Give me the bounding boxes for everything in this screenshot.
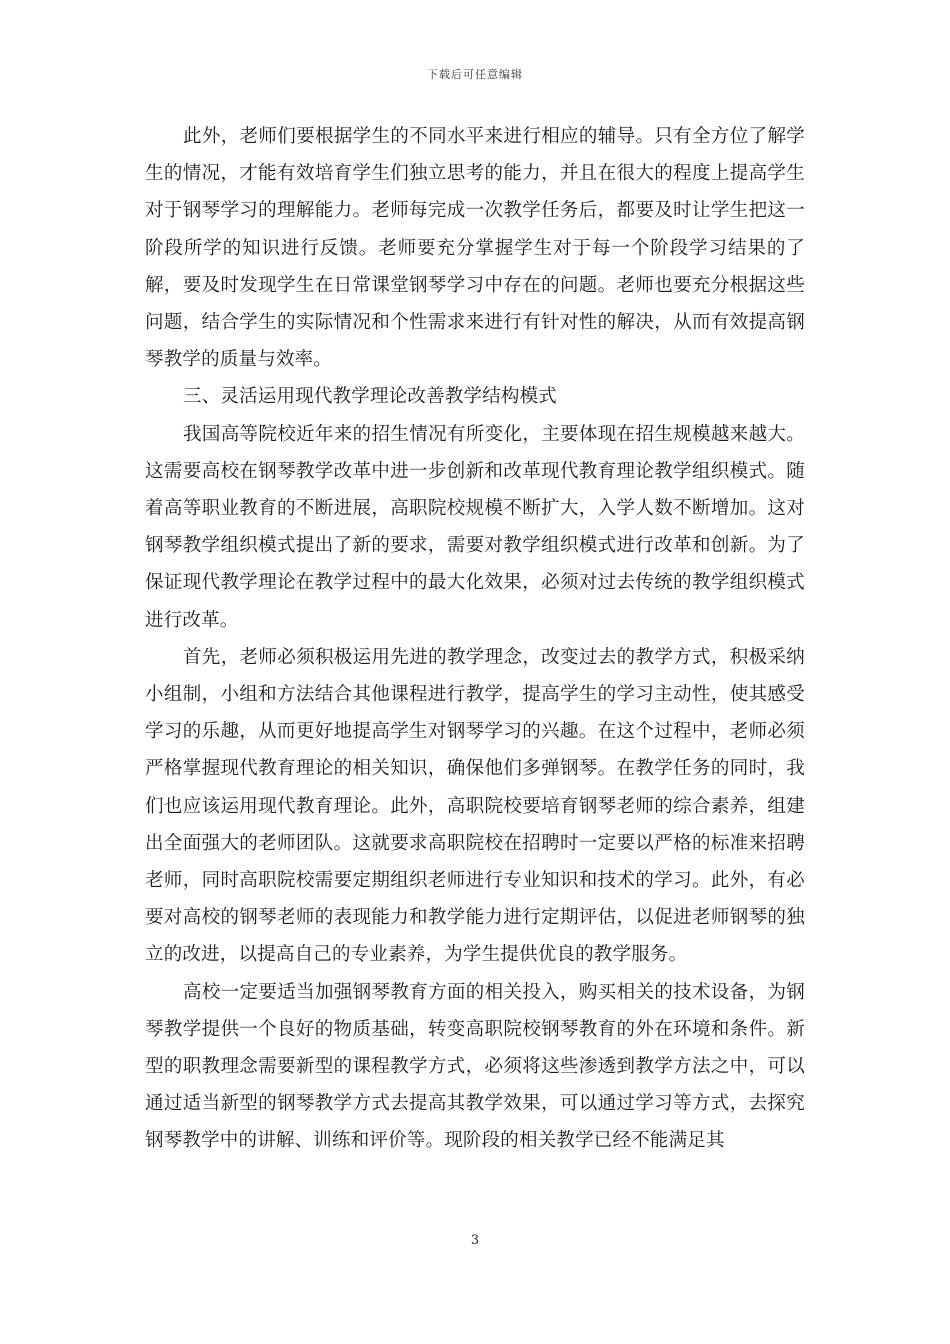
page-header: 下载后可任意编辑 (427, 68, 523, 81)
page-number: 3 (470, 1233, 480, 1248)
paragraph-tutoring: 此外，老师们要根据学生的不同水平来进行相应的辅导。只有全方位了解学生的情况，才能有效培育学生们独立思考的能力，并且在很大的程度上提高学生对于钢琴学习的理解能力。老师每完成一次教学任务后，都要及时让学生把这一阶段所学的知识进行反馈。老师要充分掌握学生对于每一个阶段学习结果的了解，要及时发现学生在日常课堂钢琴学习中存在的问题。老师也要充分根据这些问题，结合学生的实际情况和个性需求来进行有针对性的解决，从而有效提高钢琴教学的质量与效率。 (145, 126, 805, 371)
paragraph-investment: 高校一定要适当加强钢琴教育方面的相关投入，购买相关的技术设备，为钢琴教学提供一个良好的物质基础，转变高职院校钢琴教育的外在环境和条件。新型的职教理念需要新型的课程教学方式，必须将这些渗透到教学方法之中，可以通过适当新型的钢琴教学方式去提高其教学效果，可以通过学习等方式，去探究钢琴教学中的讲解、训练和评价等。现阶段的相关教学已经不能满足其 (145, 981, 805, 1152)
document-body (145, 118, 805, 1160)
paragraph-first-measures: 首先，老师必须积极运用先进的教学理念，改变过去的教学方式，积极采纳小组制，小组和方法结合其他课程进行教学，提高学生的学习主动性，使其感受学习的乐趣，从而更好地提高学生对钢琴学习的兴趣。在这个过程中，老师必须严格掌握现代教育理论的相关知识，确保他们多弹钢琴。在教学任务的同时，我们也应该运用现代教育理论。此外，高职院校要培育钢琴老师的综合素养，组建出全面强大的老师团队。这就要求高职院校在招聘时一定要以严格的标准来招聘老师，同时高职院校需要定期组织老师进行专业知识和技术的学习。此外，有必要对高校的钢琴老师的表现能力和教学能力进行定期评估，以促进老师钢琴的独立的改进，以提高自己的专业素养，为学生提供优良的教学服务。 (145, 646, 805, 966)
paragraph-enrollment: 我国高等院校近年来的招生情况有所变化，主要体现在招生规模越来越大。这需要高校在钢琴教学改革中进一步创新和改革现代教育理论教学组织模式。随着高等职业教育的不断进展，高职院校规模不断扩大，入学人数不断增加。这对钢琴教学组织模式提出了新的要求，需要对教学组织模式进行改革和创新。为了保证现代教学理论在教学过程中的最大化效果，必须对过去传统的教学组织模式进行改革。 (145, 423, 805, 631)
section-heading-3: 三、灵活运用现代教学理论改善教学结构模式 (183, 386, 558, 408)
